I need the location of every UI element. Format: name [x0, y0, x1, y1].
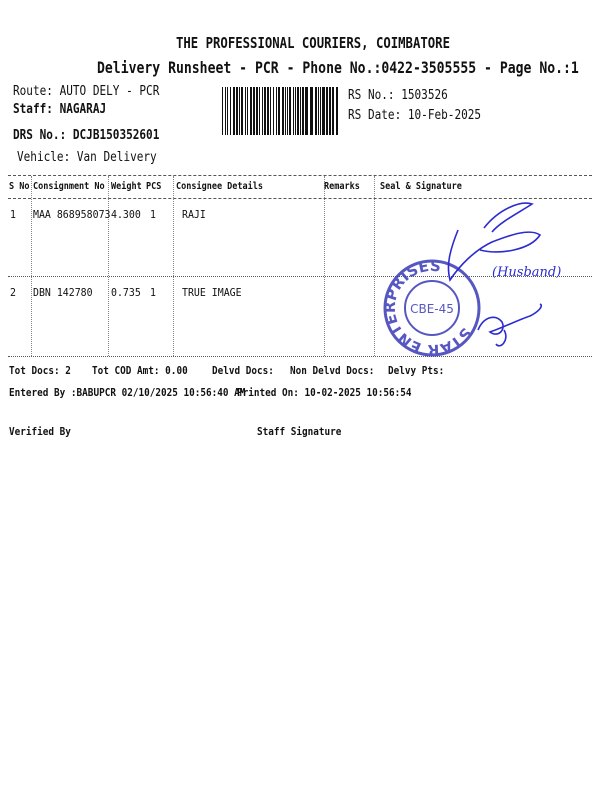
row-sno: 1	[10, 208, 16, 221]
header-consignment: Consignment No	[33, 181, 105, 192]
company-name: THE PROFESSIONAL COURIERS, COIMBATORE	[176, 34, 450, 52]
col-divider	[108, 176, 109, 356]
route-text: Route: AUTO DELY - PCR	[13, 84, 160, 99]
svg-text:CBE-45: CBE-45	[410, 302, 454, 316]
table-top-rule	[8, 175, 592, 176]
row-consignee: TRUE IMAGE	[182, 286, 242, 299]
drs-number: DRS No.: DCJB150352601	[13, 128, 160, 143]
header-seal: Seal & Signature	[380, 181, 462, 192]
svg-text:STAR ENTERPRISES: STAR ENTERPRISES	[380, 256, 476, 360]
header-remarks: Remarks	[324, 181, 360, 192]
col-divider	[31, 176, 32, 356]
staff-text: Staff: NAGARAJ	[13, 102, 107, 117]
row-pcs: 1	[150, 208, 156, 221]
barcode	[222, 87, 338, 135]
staff-signature-label: Staff Signature	[257, 425, 342, 438]
col-divider	[374, 176, 375, 356]
row-weight: 0.735	[111, 286, 141, 299]
row-sno: 2	[10, 286, 16, 299]
delivered-docs: Delvd Docs:	[212, 364, 274, 377]
row-weight: 4.300	[111, 208, 141, 221]
header-consignee: Consignee Details	[176, 181, 264, 192]
vehicle-text: Vehicle: Van Delivery	[17, 150, 157, 165]
handwritten-note: (Husband)	[492, 265, 562, 280]
entered-by: Entered By :BABUPCR 02/10/2025 10:56:40 AM	[9, 386, 246, 399]
runsheet-subtitle: Delivery Runsheet - PCR - Phone No.:0422-3505555 - Page No.:1	[97, 58, 579, 77]
rs-number: RS No.: 1503526	[348, 88, 448, 103]
non-delivered-docs: Non Delvd Docs:	[290, 364, 375, 377]
total-cod-amount: Tot COD Amt: 0.00	[92, 364, 188, 377]
row-consignee: RAJI	[182, 208, 206, 221]
col-divider	[173, 176, 174, 356]
header-sno: S No	[9, 181, 30, 192]
row-consignment: MAA 868958073	[33, 208, 111, 221]
delivery-points: Delvy Pts:	[388, 364, 445, 377]
rs-date: RS Date: 10-Feb-2025	[348, 108, 482, 123]
row-consignment: DBN 142780	[33, 286, 93, 299]
header-pcs: PCS	[146, 181, 162, 192]
printed-on: Printed On: 10-02-2025 10:56:54	[237, 386, 412, 399]
row-pcs: 1	[150, 286, 156, 299]
seal-graphic	[380, 240, 501, 378]
total-docs: Tot Docs: 2	[9, 364, 71, 377]
col-divider	[324, 176, 325, 356]
header-weight: Weight	[111, 181, 142, 192]
verified-by-label: Verified By	[9, 425, 71, 438]
